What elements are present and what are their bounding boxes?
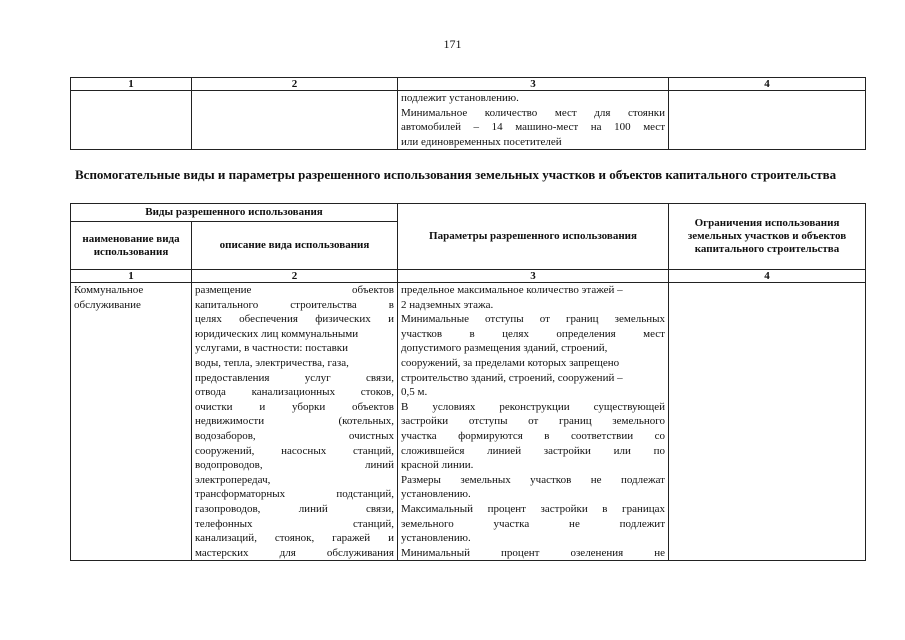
text-line: или единовременных посетителей <box>401 135 562 148</box>
text-line: воды, тепла, электричества, газа, <box>195 356 349 369</box>
empty-cell <box>669 91 866 150</box>
text-line: строительство зданий, строений, сооружений – <box>401 371 623 384</box>
text-line: сооружений, насосных станций, <box>195 444 394 457</box>
header-parameters: Параметры разрешенного использования <box>398 204 669 270</box>
text-line: Размеры земельных участков не подлежат <box>401 473 665 486</box>
header-restrictions: Ограничения использования земельных участков и объектов капитального строительства <box>669 204 866 270</box>
text-line: сложившейся линией застройки или по <box>401 444 665 457</box>
header-group-permitted-uses: Виды разрешенного использования <box>71 204 398 222</box>
column-number: 4 <box>669 78 866 91</box>
text-line: водозаборов, очистных <box>195 429 394 442</box>
header-use-description: описание вида использования <box>192 222 398 270</box>
text-line: В условиях реконструкции существующей <box>401 400 665 413</box>
use-name-cell: Коммунальное обслуживание <box>71 283 192 561</box>
text-line: автомобилей – 14 машино-мест на 100 мест <box>401 121 665 134</box>
text-line: установлению. <box>401 532 471 545</box>
text-line: мастерских для обслуживания <box>195 546 394 559</box>
use-description-cell <box>192 283 398 561</box>
section-heading: Вспомогательные виды и параметры разрешенного использования земельных участков и объектов капитального строительства <box>75 167 837 182</box>
text-line: земельного участка не подлежит <box>401 517 665 530</box>
table-row <box>71 283 866 561</box>
column-number: 4 <box>669 270 866 283</box>
text-line: 2 надземных этажа. <box>401 298 494 311</box>
header-row <box>71 204 866 222</box>
text-line: канализаций, стоянок, гаражей и <box>195 532 394 545</box>
text-line: услугами, в частности: поставки <box>195 342 348 355</box>
text-line: допустимого размещения зданий, строений, <box>401 342 608 355</box>
text-line: трансформаторных подстанций, <box>195 488 394 501</box>
column-number-row <box>71 78 866 91</box>
text-line: юридических лиц коммунальными <box>195 327 359 340</box>
column-number: 2 <box>192 78 398 91</box>
text-line: участков в целях определения мест <box>401 327 665 340</box>
restrictions-cell <box>669 283 866 561</box>
column-number: 3 <box>398 78 669 91</box>
parameters-cell <box>398 91 669 150</box>
column-number: 3 <box>398 270 669 283</box>
text-line: очистки и уборки объектов <box>195 400 394 413</box>
column-number-row <box>71 270 866 283</box>
parameters-cell <box>398 283 669 561</box>
text-line: телефонных станций, <box>195 517 394 530</box>
text-line: предельное максимальное количество этажей – <box>401 284 623 296</box>
text-line: застройки отступы от границ земельного <box>401 415 665 428</box>
column-number: 1 <box>71 78 192 91</box>
text-line: подлежит установлению. <box>401 92 519 104</box>
column-number: 1 <box>71 270 192 283</box>
text-line: красной линии. <box>401 459 474 472</box>
header-use-name: наименование вида использования <box>71 222 192 270</box>
table-row <box>71 91 866 150</box>
text-line: участка формируются в соответствии со <box>401 429 665 442</box>
permitted-use-table <box>70 203 866 561</box>
text-line: электропередач, <box>195 473 271 486</box>
column-number: 2 <box>192 270 398 283</box>
text-line: Минимальный процент озеленения не <box>401 546 665 559</box>
text-line: Максимальный процент застройки в границах <box>401 502 665 515</box>
text-line: газопроводов, линий связи, <box>195 502 394 515</box>
text-line: предоставления услуг связи, <box>195 371 394 384</box>
text-line: недвижимости (котельных, <box>195 415 394 428</box>
text-line: сооружений, за пределами которых запрещено <box>401 356 620 369</box>
page-number: 171 <box>443 37 462 51</box>
text-line: Минимальные отступы от границ земельных <box>401 313 665 326</box>
text-line: капитального строительства в <box>195 298 394 311</box>
empty-cell <box>71 91 192 150</box>
text-line: 0,5 м. <box>401 386 428 399</box>
text-line: Минимальное количество мест для стоянки <box>401 106 665 119</box>
text-line: размещение объектов <box>195 284 394 296</box>
text-line: целях обеспечения физических и <box>195 313 394 326</box>
empty-cell <box>192 91 398 150</box>
text-line: водопроводов, линий <box>195 459 394 472</box>
text-line: отвода канализационных стоков, <box>195 386 394 399</box>
continuation-table <box>70 77 866 150</box>
text-line: установлению. <box>401 488 471 501</box>
